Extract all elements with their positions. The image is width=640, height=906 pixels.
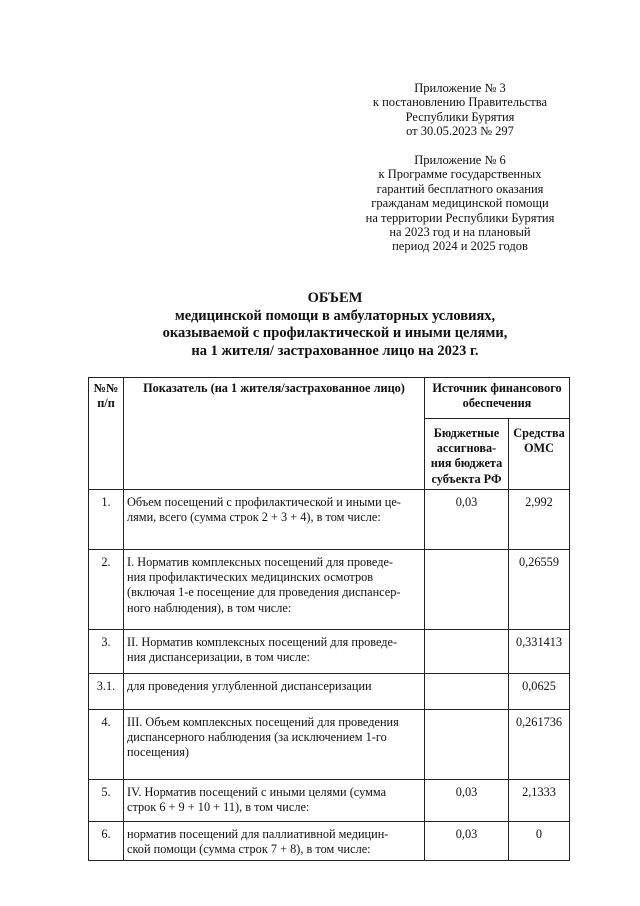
row-indicator: [124, 550, 425, 630]
header-budget-line: Бюджетные: [433, 426, 500, 440]
row-budget-value: [425, 630, 509, 674]
appendix-6-line: период 2024 и 2025 годов: [392, 239, 528, 254]
header-indicator: [124, 378, 425, 490]
header-budget-line: субъекта РФ: [431, 471, 502, 486]
row-indicator-line: ния диспансеризации, в том числе:: [127, 650, 310, 665]
row-indicator: [124, 780, 425, 822]
header-number-line: №№: [93, 381, 119, 395]
row-indicator: [124, 490, 425, 550]
row-indicator-line: норматив посещений для паллиативной медицин-: [127, 827, 389, 841]
row-budget-value: 0,03: [425, 822, 509, 861]
row-indicator-line: диспансерного наблюдения (за исключением 1-го: [127, 730, 387, 745]
appendix-6-line: на территории Республики Бурятия: [365, 210, 555, 225]
row-oms-value: 0: [509, 822, 570, 861]
row-indicator-line: посещения): [127, 745, 189, 760]
row-budget-value: [425, 674, 509, 710]
appendix-6-line: на 2023 год и на плановый: [389, 225, 531, 240]
row-number: 2.: [89, 550, 124, 630]
title-line: на 1 жителя/ застрахованное лицо на 2023 г.: [191, 342, 479, 359]
header-indicator-line: Показатель (на 1 жителя/застрахованное лицо): [143, 381, 405, 395]
row-indicator-line: для проведения углубленной диспансеризации: [127, 679, 372, 693]
volume-table: [88, 377, 570, 861]
table-header: [89, 378, 570, 490]
row-indicator: [124, 822, 425, 861]
table-row: [89, 780, 570, 822]
appendix-3-block: [330, 81, 590, 139]
header-budget-line: ния бюджета: [430, 456, 503, 471]
row-indicator-line: Объем посещений с профилактической и иными це-: [127, 495, 401, 509]
row-indicator-line: лями, всего (сумма строк 2 + 3 + 4), в том числе:: [127, 510, 381, 525]
header-source-line: Источник финансового: [432, 381, 562, 395]
row-budget-value: 0,03: [425, 490, 509, 550]
row-indicator-line: II. Норматив комплексных посещений для проведе-: [127, 635, 398, 649]
row-budget-value: 0,03: [425, 780, 509, 822]
title-line: оказываемой с профилактической и иными целями,: [162, 325, 508, 341]
table-row: [89, 822, 570, 861]
header-oms: [509, 419, 570, 490]
row-number: 3.1.: [89, 674, 124, 710]
header-row: [89, 378, 570, 419]
row-number: 1.: [89, 490, 124, 550]
table-body: [89, 490, 570, 861]
header-funding-source: [425, 378, 570, 419]
row-number: 4.: [89, 710, 124, 780]
row-indicator-line: ного наблюдения), в том числе:: [127, 600, 292, 615]
title-line: медицинской помощи в амбулаторных условиях,: [174, 307, 496, 324]
row-indicator: [124, 710, 425, 780]
row-oms-value: 0,331413: [509, 630, 570, 674]
row-indicator: [124, 630, 425, 674]
header-budget: [425, 419, 509, 490]
row-number: 5.: [89, 780, 124, 822]
table-row: [89, 710, 570, 780]
row-oms-value: 0,0625: [509, 674, 570, 710]
row-indicator-line: строк 6 + 9 + 10 + 11), в том числе:: [127, 800, 310, 815]
row-indicator: [124, 674, 425, 710]
table-row: [89, 550, 570, 630]
table-row: [89, 630, 570, 674]
row-indicator-line: ской помощи (сумма строк 7 + 8), в том числе:: [127, 842, 371, 857]
appendix-6-line: Приложение № 6: [414, 153, 506, 167]
header-number: [89, 378, 124, 490]
document-title: [0, 290, 640, 360]
appendix-3-line: к постановлению Правительства: [372, 95, 548, 110]
header-source-line: обеспечения: [462, 396, 532, 411]
appendix-3-line: от 30.05.2023 № 297: [406, 124, 514, 139]
appendix-6-line: гражданам медицинской помощи: [371, 196, 549, 211]
row-indicator-line: ния профилактических медицинских осмотров: [127, 570, 374, 585]
table-row: [89, 674, 570, 710]
header-budget-line: ассигнова-: [436, 441, 497, 456]
header-number-line: п/п: [97, 396, 115, 411]
row-indicator-line: (включая 1-е посещение для проведения диспансер-: [127, 585, 401, 600]
appendix-6-line: гарантий бесплатного оказания: [376, 181, 544, 196]
row-indicator-line: IV. Норматив посещений с иными целями (сумма: [127, 785, 387, 799]
appendix-3-line: Приложение № 3: [414, 81, 506, 95]
row-oms-value: 0,261736: [509, 710, 570, 780]
appendix-6-block: [330, 153, 590, 254]
row-oms-value: 2,1333: [509, 780, 570, 822]
row-indicator-line: I. Норматив комплексных посещений для проведе-: [127, 555, 394, 569]
row-indicator-line: III. Объем комплексных посещений для проведения: [127, 715, 399, 729]
appendix-3-line: Республики Бурятия: [405, 109, 515, 124]
row-oms-value: 0,26559: [509, 550, 570, 630]
row-budget-value: [425, 550, 509, 630]
title-line: ОБЪЕМ: [307, 290, 363, 306]
appendix-6-line: к Программе государственных: [378, 167, 542, 182]
table-row: [89, 490, 570, 550]
header-oms-line: ОМС: [523, 441, 555, 456]
row-number: 3.: [89, 630, 124, 674]
row-oms-value: 2,992: [509, 490, 570, 550]
header-oms-line: Средства: [513, 426, 565, 440]
row-number: 6.: [89, 822, 124, 861]
row-budget-value: [425, 710, 509, 780]
